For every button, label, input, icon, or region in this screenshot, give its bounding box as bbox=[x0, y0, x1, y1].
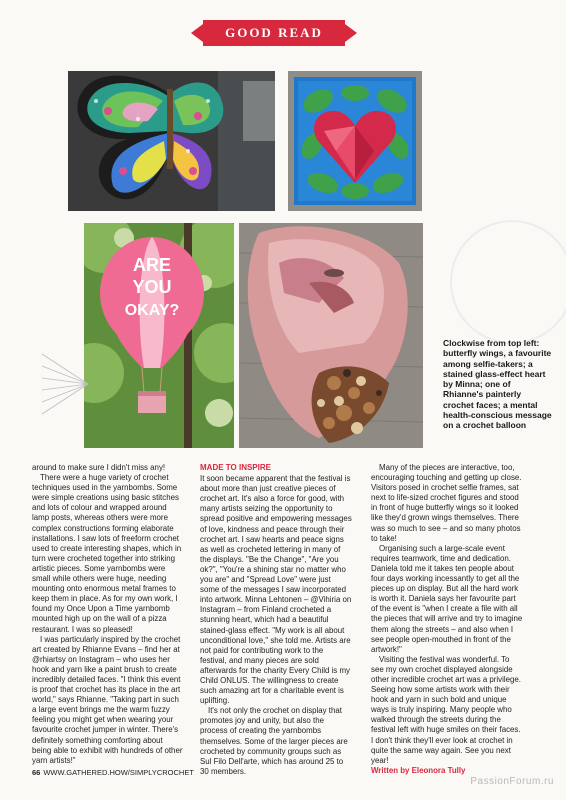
section-banner bbox=[203, 20, 345, 46]
balloon-text-are: ARE bbox=[132, 255, 172, 275]
article-column-1 bbox=[32, 463, 184, 766]
balloon-text-okay: OKAY? bbox=[124, 302, 180, 319]
balloon-text-you: YOU bbox=[132, 277, 172, 297]
decorative-circle bbox=[450, 220, 566, 344]
paragraph: Visiting the festival was wonderful. To see my own crochet displayed alongside other incredible crochet art was a privilege. Seeing how some artists work with their hook and yarn in such bold and unique ways is truly inspiring. Many people who walked through the streets during the festival left with huge smiles on their faces. I don't think they'll ever look at crochet in quite the same way again. See you next year! bbox=[371, 654, 521, 765]
page-footer bbox=[32, 768, 194, 777]
crochet-balloon-photo bbox=[84, 223, 234, 448]
article-column-3 bbox=[371, 463, 523, 776]
paragraph: Organising such a large-scale event requires teamwork, time and dedication. Daniela told me it takes ten people about four days working incessantly to get all the pieces up on display. But all the hard work is worth it. Daniela says her favourite part of the event is "when I create a file with all the pieces that will arrive and try to imagine them along the streets – and also when I see people open-mouthed in front of the artwork!" bbox=[371, 543, 523, 654]
article-column-2 bbox=[200, 463, 352, 777]
photo-caption: Clockwise from top left: butterfly wings, a favourite among selfie-takers; a stained glass-effect heart by Minna; one of Rhianne's painterly crochet faces; a mental health-conscious message on a crochet balloon bbox=[443, 338, 552, 431]
page-number: 66 bbox=[32, 768, 41, 777]
author-byline: Written by Eleonora Tully bbox=[371, 765, 466, 775]
paragraph: It soon became apparent that the festival is about more than just creative pieces of crochet art. It's also a force for good, with many artists seizing the opportunity to spread positive and empowering messages of love, kindness and peace through their crochet art. I saw hearts and peace signs as well as crocheted lettering in many of the displays. "Be the Change", "Are you ok?", "You're a shining star no matter who you are" and "Spread Love" were just some of the messages I saw incorporated into artwork. Minna Lehtonen – @Vihiria on Instagram – from Finland crocheted a stunning heart, which had a beautiful stained-glass effect. "My work is all about unconditional love," she told me. Artists are not paid for contributing work to the festival, and many pieces are sold afterwards for the charity Every Child is my Child ONLUS. The willingness to create such amazing art for a charitable event is uplifting. bbox=[200, 474, 352, 706]
paragraph: I was particularly inspired by the crochet art created by Rhianne Evans – find her at @rhiartsy on Instagram – who uses her hook and yarn like a paint brush to create incredibly detailed faces. "I think this event is proof that crochet has its place in the art world," says Rhianne. "Taking part in such a large event brings me the warm fuzzy feeling you might get when wearing your favourite crochet jumper in winter. There's definitely something comforting about being able to exhibit with hundreds of other yarn artists!" bbox=[32, 634, 183, 765]
stained-glass-heart-photo bbox=[288, 71, 422, 211]
watermark: PassionForum.ru bbox=[470, 776, 554, 787]
paragraph: There were a huge variety of crochet techniques used in the yarnbombs. Some were simple creations using basic stitches and lots of colour and wrapped around lamp posts, whereas others were more complex constructions forming elaborate installations. I saw lots of freeform crochet used to create interesting shapes, which in turn were crocheted together into striking artistic pieces. Some yarnbombs were small while others were huge, needing mounting onto enormous metal frames to keep them in place. As for my own work, I found my Once Upon a Time yarnbomb mounted high up on the wall of a pizza restaurant. I was so pleased! bbox=[32, 473, 182, 634]
paragraph: Many of the pieces are interactive, too, encouraging touching and getting up close. Visitors posed in crochet selfie frames, sat next to life-sized crochet figures and stood in front of huge butterfly wings so it looked like they'd grown wings themselves. There was so much to see – and so many photos to take! bbox=[371, 463, 522, 543]
butterfly-wings-photo bbox=[68, 71, 275, 211]
section-subhead: MADE TO INSPIRE bbox=[200, 463, 271, 472]
footer-url: WWW.GATHERED.HOW/SIMPLYCROCHET bbox=[43, 768, 194, 777]
paragraph: around to make sure I didn't miss any! bbox=[32, 463, 166, 472]
paragraph: It's not only the crochet on display that promotes joy and unity, but also the process of creating the yarnbombs themselves. Some of the larger pieces are crocheted by community groups such as Sul Filo Dell'arte, which has around 25 to 30 members. bbox=[200, 706, 348, 776]
section-title: GOOD READ bbox=[225, 25, 323, 40]
decorative-fan-lines bbox=[40, 344, 90, 424]
crochet-face-photo bbox=[239, 223, 423, 448]
